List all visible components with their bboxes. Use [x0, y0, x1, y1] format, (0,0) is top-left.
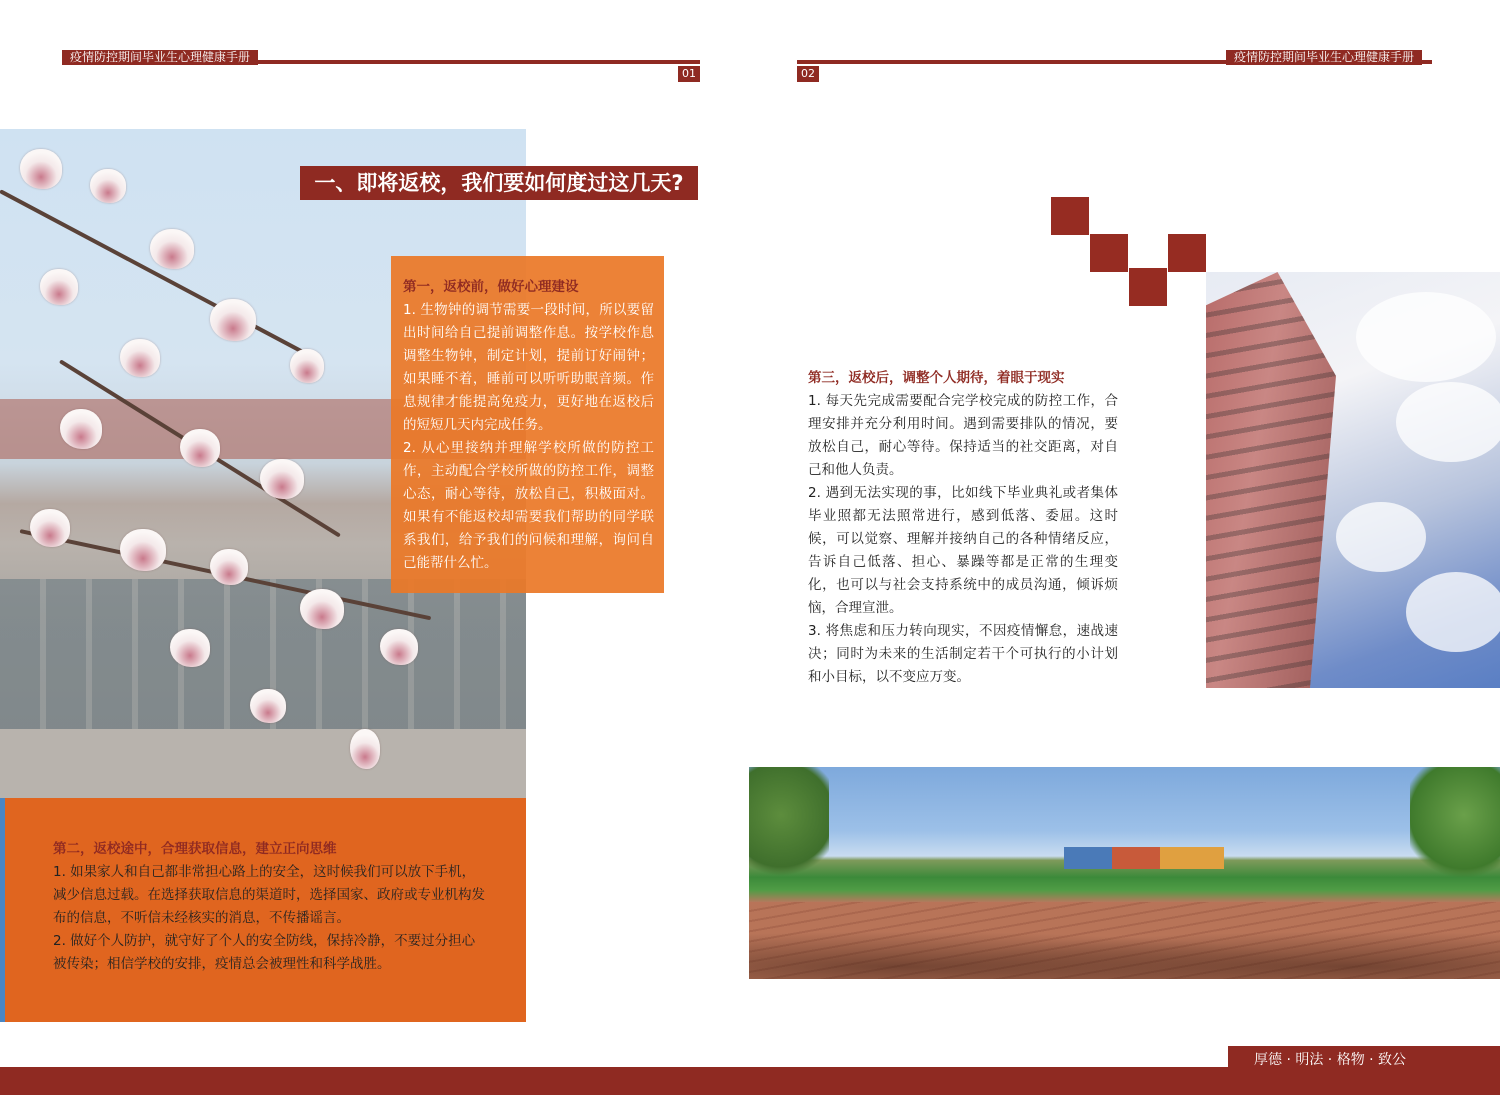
photo-cloud [1356, 292, 1496, 382]
decor-square [1168, 234, 1206, 272]
photo-trees [749, 767, 829, 887]
tip-paragraph: 2. 遇到无法实现的事，比如线下毕业典礼或者集体毕业照都无法照常进行，感到低落、委屈。这时候，可以觉察、理解并接纳自己的各种情绪反应，告诉自己低落、担心、暴躁等都是正常的生理变化，也可以与社会支持系统中的成员沟通，倾诉烦恼，合理宣泄。 [808, 485, 1118, 616]
building-photo [1206, 272, 1500, 688]
photo-cloud [1406, 572, 1500, 652]
photo-flower [40, 269, 78, 305]
tip-heading: 第二，返校途中，合理获取信息，建立正向思维 [53, 841, 337, 857]
photo-flower [90, 169, 126, 203]
photo-flower [350, 729, 380, 769]
tip-heading: 第一，返校前，做好心理建设 [403, 279, 579, 295]
photo-flower [30, 509, 70, 547]
photo-tree-shadows [749, 917, 1500, 979]
header-title-right: 疫情防控期间毕业生心理健康手册 [1226, 50, 1422, 65]
tip-paragraph: 1. 每天先完成需要配合完学校完成的防控工作，合理安排并充分利用时间。遇到需要排队的情况，要放松自己，耐心等待。保持适当的社交距离，对自己和他人负责。 [808, 393, 1118, 478]
section-title: 一、即将返校，我们要如何度过这几天? [300, 166, 698, 200]
photo-flower [60, 409, 102, 449]
photo-flower [250, 689, 286, 723]
photo-flower [300, 589, 344, 629]
page-number-right: 02 [797, 66, 819, 82]
tip-paragraph: 1. 生物钟的调节需要一段时间，所以要留出时间给自己提前调整作息。按学校作息调整生物钟，制定计划，提前订好闹钟；如果睡不着，睡前可以听听助眠音频。作息规律才能提高免疫力，更好地在返校后的短短几天内完成任务。 [403, 302, 654, 433]
photo-flower [120, 529, 166, 571]
decor-square [1051, 197, 1089, 235]
photo-flower [120, 339, 160, 377]
tip-paragraph: 2. 做好个人防护，就守好了个人的安全防线，保持冷静，不要过分担心被传染；相信学校的安排，疫情总会被理性和科学战胜。 [53, 933, 476, 972]
photo-flower [180, 429, 220, 467]
decor-square [1090, 234, 1128, 272]
photo-flower [170, 629, 210, 667]
photo-trees [1410, 767, 1500, 887]
page-number-left: 01 [678, 66, 700, 82]
decor-square [1129, 268, 1167, 306]
header-title-left: 疫情防控期间毕业生心理健康手册 [62, 50, 258, 65]
photo-flower [210, 299, 256, 341]
tip-box-before-return [391, 256, 664, 593]
photo-flower [290, 349, 324, 383]
photo-flower [20, 149, 62, 189]
stadium-panorama-photo [749, 767, 1500, 979]
photo-flower [260, 459, 304, 499]
tip-box-after-return [808, 367, 1118, 689]
photo-grandstand [1064, 847, 1224, 869]
tip-heading: 第三，返校后，调整个人期待，着眼于现实 [808, 370, 1065, 386]
tip-box-on-the-way [0, 798, 526, 1022]
photo-building-windows [1206, 272, 1336, 688]
photo-flower [380, 629, 418, 665]
tip-paragraph: 3. 将焦虑和压力转向现实，不因疫情懈怠，速战速决；同时为未来的生活制定若干个可执行的小计划和小目标，以不变应万变。 [808, 623, 1118, 685]
footer-motto: 厚德 · 明法 · 格物 · 致公 [1228, 1046, 1500, 1074]
tip-paragraph: 2. 从心里接纳并理解学校所做的防控工作，主动配合学校所做的防控工作，调整心态，耐心等待，放松自己，积极面对。如果有不能返校却需要我们帮助的同学联系我们，给予我们的问候和理解，询问自己能帮什么忙。 [403, 440, 654, 571]
photo-flower [150, 229, 194, 269]
photo-cloud [1336, 502, 1426, 572]
tip-paragraph: 1. 如果家人和自己都非常担心路上的安全，这时候我们可以放下手机，减少信息过载。在选择获取信息的渠道时，选择国家、政府或专业机构发布的信息，不听信未经核实的消息，不传播谣言。 [53, 864, 485, 926]
photo-flower [210, 549, 248, 585]
photo-cloud [1396, 382, 1500, 462]
photo-wall-band [0, 729, 526, 798]
